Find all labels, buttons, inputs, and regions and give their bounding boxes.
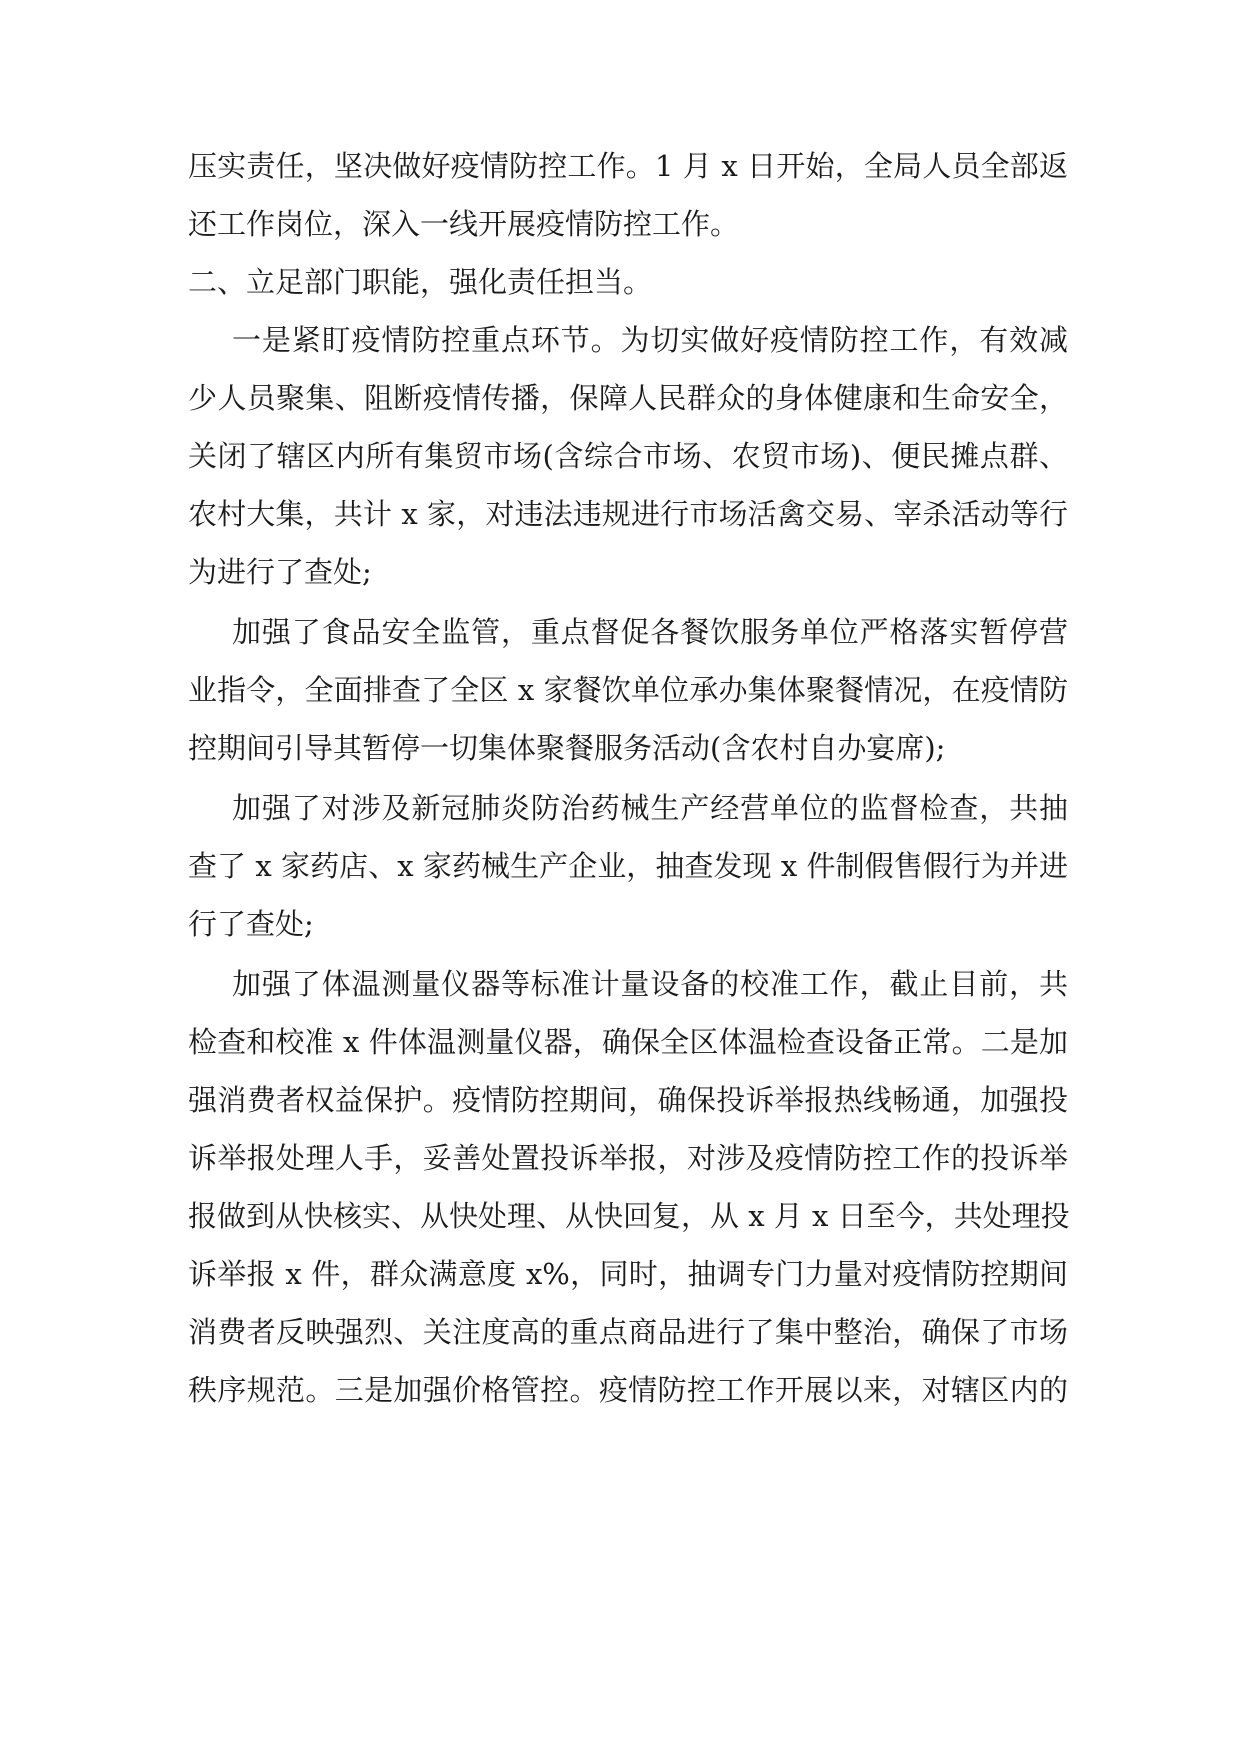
text-line-14: 行了查处; [188, 907, 314, 941]
text-line-16: 检查和校准 x 件体温测量仪器，确保全区体温检查设备正常。二是加 [188, 1025, 1068, 1059]
text-line-2: 还工作岗位，深入一线开展疫情防控工作。 [188, 207, 740, 241]
text-line-22: 秩序规范。三是加强价格管控。疫情防控工作开展以来，对辖区内的 [188, 1373, 1068, 1407]
text-line-15: 加强了体温测量仪器等标准计量设备的校准工作，截止目前，共 [232, 967, 1068, 1001]
text-line-8: 为进行了查处; [188, 555, 372, 589]
text-line-1: 压实责任，坚决做好疫情防控工作。1 月 x 日开始，全局人员全部返 [188, 149, 1068, 183]
text-line-21: 消费者反映强烈、关注度高的重点商品进行了集中整治，确保了市场 [188, 1315, 1068, 1349]
text-line-18: 诉举报处理人手，妥善处置投诉举报，对涉及疫情防控工作的投诉举 [188, 1141, 1068, 1175]
text-line-20: 诉举报 x 件，群众满意度 x%，同时，抽调专门力量对疫情防控期间 [188, 1257, 1068, 1291]
text-line-6: 关闭了辖区内所有集贸市场(含综合市场、农贸市场)、便民摊点群、 [188, 439, 1068, 473]
text-line-12: 加强了对涉及新冠肺炎防治药械生产经营单位的监督检查，共抽 [232, 791, 1068, 825]
text-line-17: 强消费者权益保护。疫情防控期间，确保投诉举报热线畅通，加强投 [188, 1083, 1068, 1117]
text-line-19: 报做到从快核实、从快处理、从快回复，从 x 月 x 日至今，共处理投 [188, 1199, 1070, 1233]
text-line-7: 农村大集，共计 x 家，对违法违规进行市场活禽交易、宰杀活动等行 [188, 497, 1068, 531]
text-line-5: 少人员聚集、阻断疫情传播，保障人民群众的身体健康和生命安全， [188, 381, 1068, 415]
text-line-9: 加强了食品安全监管，重点督促各餐饮服务单位严格落实暂停营 [232, 615, 1068, 649]
text-line-13: 查了 x 家药店、x 家药械生产企业，抽查发现 x 件制假售假行为并进 [188, 849, 1068, 883]
section-heading: 二、立足部门职能，强化责任担当。 [188, 265, 653, 299]
text-line-4: 一是紧盯疫情防控重点环节。为切实做好疫情防控工作，有效减 [232, 323, 1068, 357]
text-line-10: 业指令，全面排查了全区 x 家餐饮单位承办集体聚餐情况，在疫情防 [188, 673, 1068, 707]
text-line-11: 控期间引导其暂停一切集体聚餐服务活动(含农村自办宴席); [188, 731, 946, 765]
